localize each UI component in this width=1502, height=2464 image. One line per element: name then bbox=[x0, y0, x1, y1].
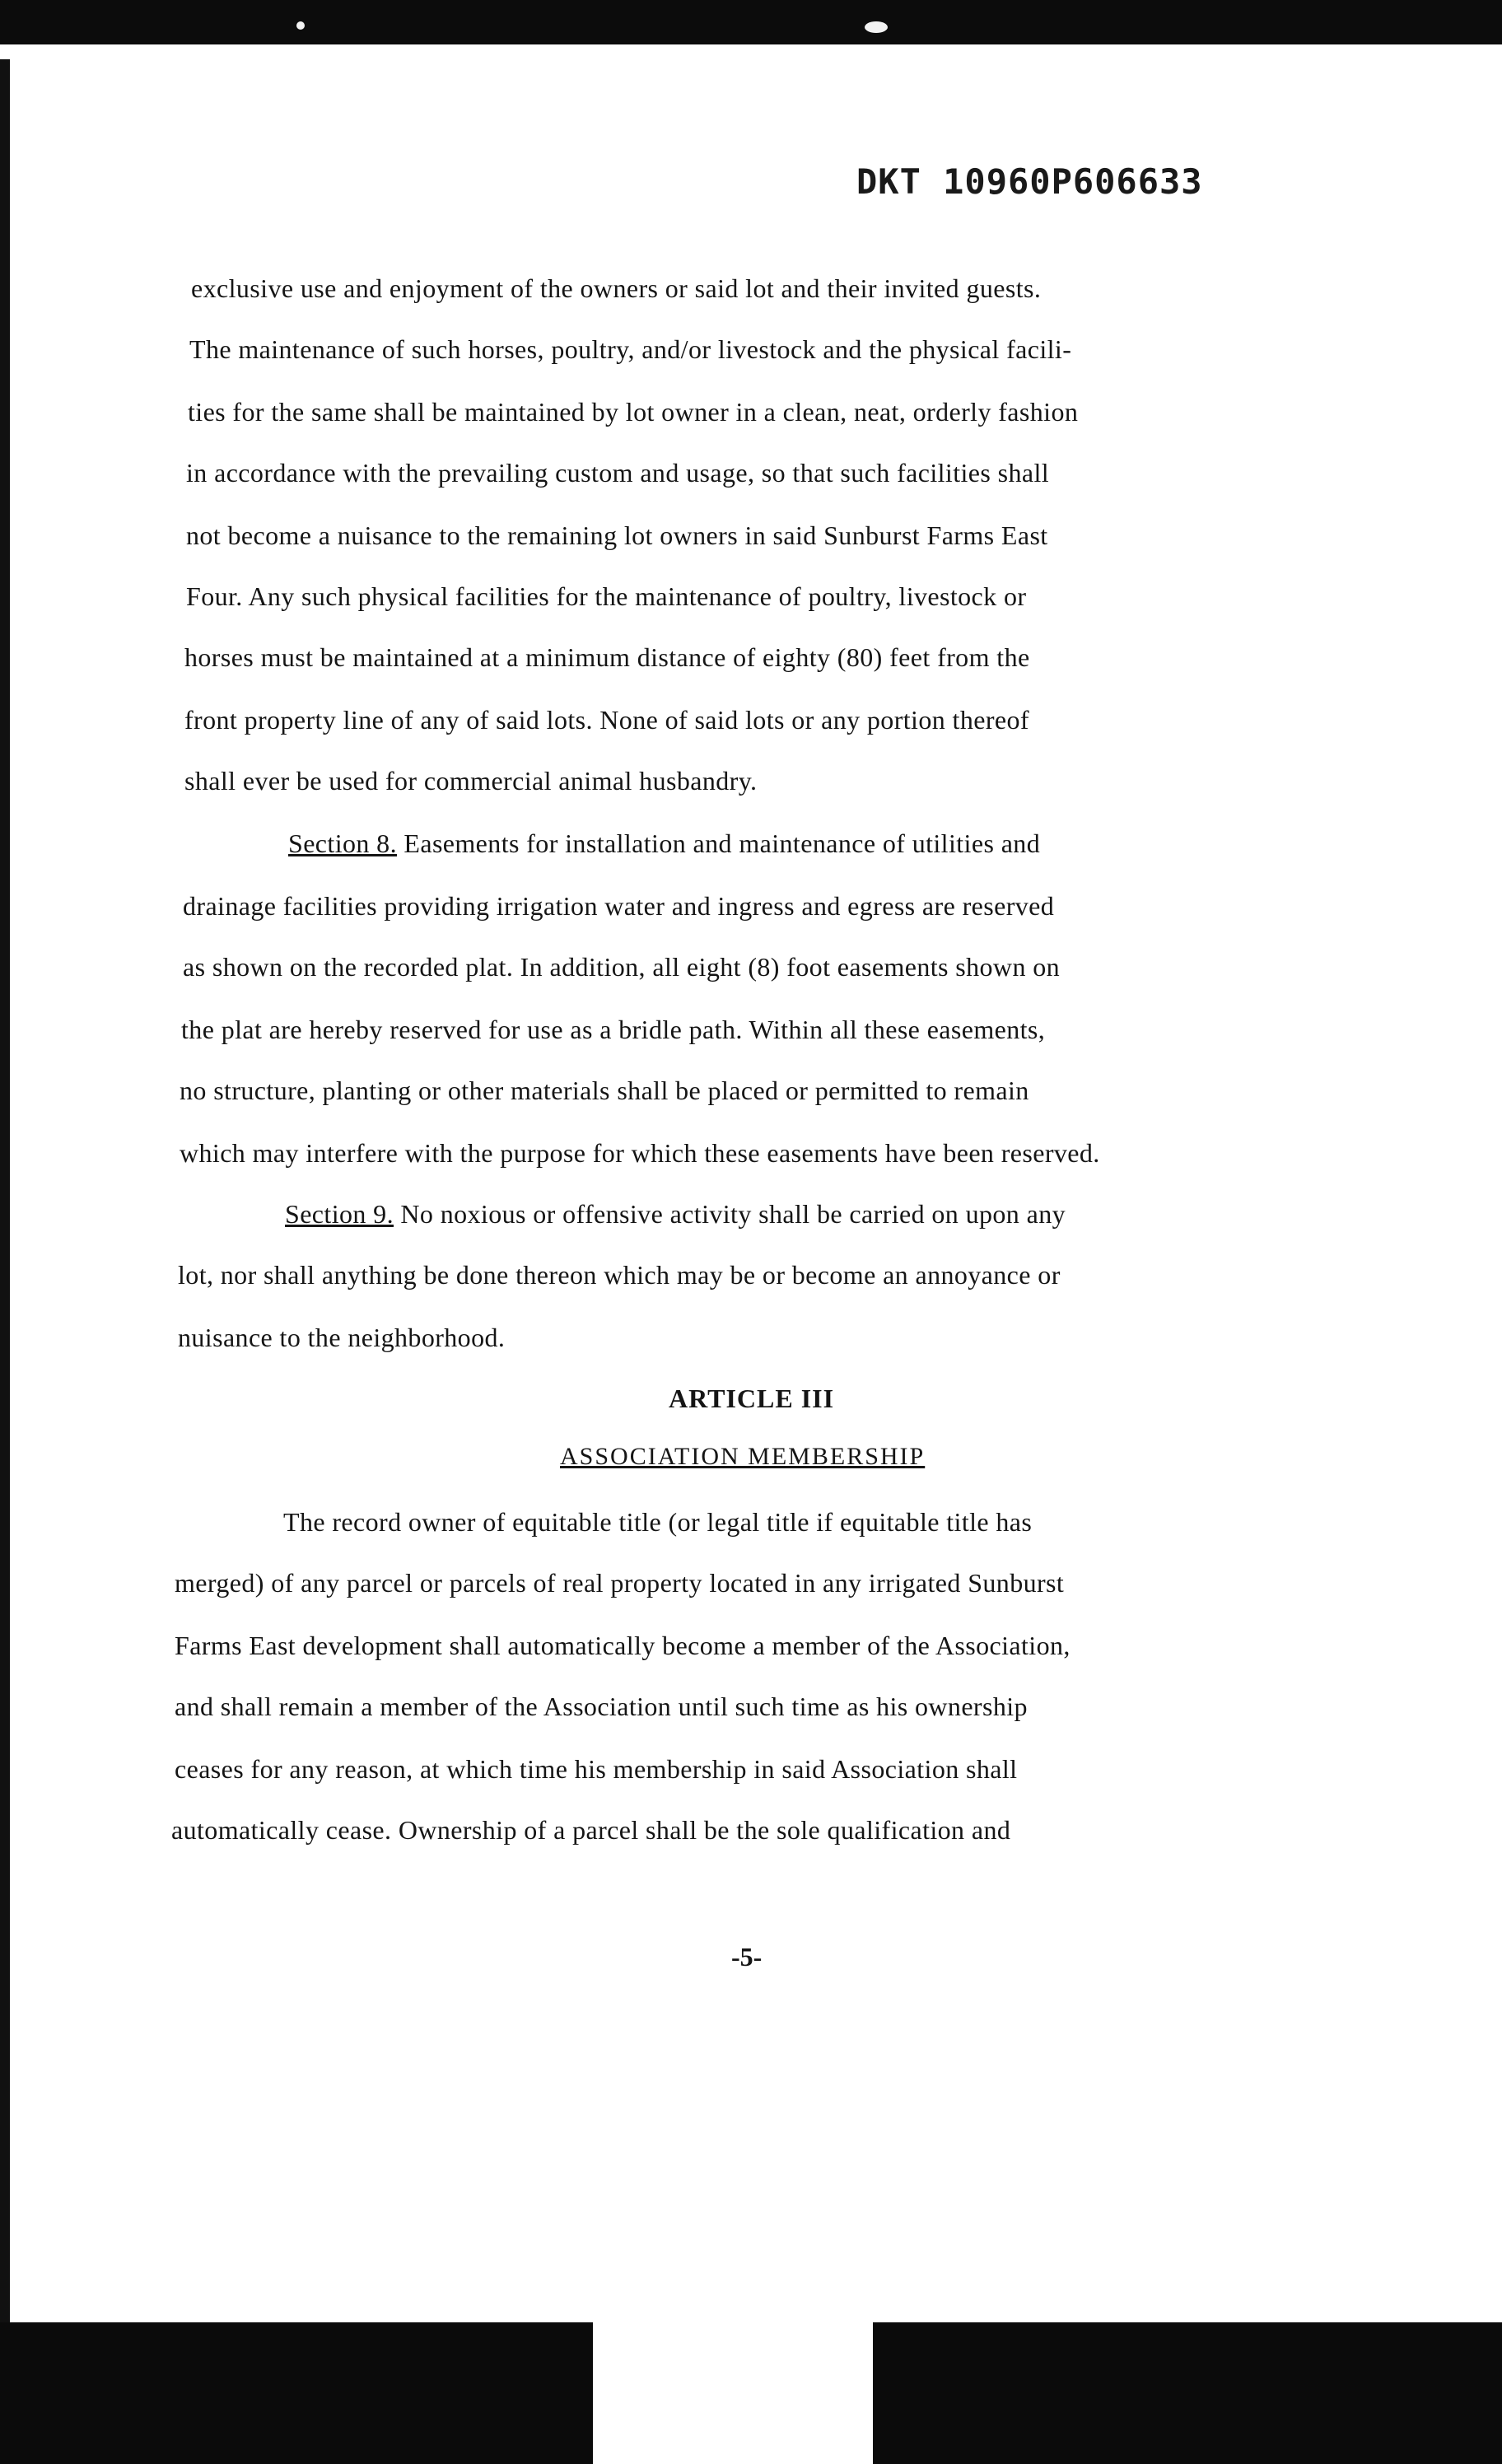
body-line: ties for the same shall be maintained by lot owner in a clean, neat, orderly fashion bbox=[188, 397, 1079, 427]
article-line: Farms East development shall automatically become a member of the Association, bbox=[175, 1631, 1071, 1660]
bottom-scan-notch bbox=[593, 2322, 873, 2464]
article-line: merged) of any parcel or parcels of real property located in any irrigated Sunburst bbox=[175, 1568, 1065, 1598]
top-scan-strip bbox=[0, 44, 1502, 59]
section-8-line: drainage facilities providing irrigation water and ingress and egress are reserved bbox=[183, 891, 1055, 921]
article-title: ARTICLE III bbox=[669, 1384, 835, 1413]
article-line: automatically cease. Ownership of a parcel shall be the sole qualification and bbox=[171, 1815, 1011, 1845]
section-9-label: Section 9. bbox=[285, 1199, 394, 1229]
section-8-line: no structure, planting or other materials shall be placed or permitted to remain bbox=[180, 1076, 1029, 1105]
section-8-line: which may interfere with the purpose for which these easements have been reserved. bbox=[180, 1138, 1100, 1168]
body-line: in accordance with the prevailing custom and usage, so that such facilities shall bbox=[186, 458, 1050, 488]
scan-speck bbox=[296, 21, 305, 30]
section-8-line: as shown on the recorded plat. In addition, all eight (8) foot easements shown on bbox=[183, 952, 1061, 982]
body-line: front property line of any of said lots. None of said lots or any portion thereof bbox=[184, 705, 1029, 735]
scan-speck bbox=[865, 21, 888, 33]
article-line: The record owner of equitable title (or legal title if equitable title has bbox=[283, 1507, 1033, 1537]
body-line: horses must be maintained at a minimum distance of eighty (80) feet from the bbox=[184, 642, 1030, 672]
body-line: Four. Any such physical facilities for the maintenance of poultry, livestock or bbox=[186, 581, 1027, 611]
article-line: ceases for any reason, at which time his membership in said Association shall bbox=[175, 1754, 1018, 1784]
body-line: not become a nuisance to the remaining lot owners in said Sunburst Farms East bbox=[186, 520, 1048, 550]
section-8-text: Easements for installation and maintenance of utilities and bbox=[403, 828, 1041, 858]
top-scan-border bbox=[0, 0, 1502, 59]
page-number: -5- bbox=[731, 1942, 763, 1972]
section-9-line bbox=[285, 1199, 1066, 1230]
left-scan-border bbox=[0, 59, 10, 2332]
section-8-line: the plat are hereby reserved for use as a bridle path. Within all these easements, bbox=[181, 1015, 1046, 1044]
body-line: shall ever be used for commercial animal husbandry. bbox=[184, 766, 758, 796]
section-9-line: lot, nor shall anything be done thereon which may be or become an annoyance or bbox=[178, 1260, 1061, 1290]
article-subtitle: ASSOCIATION MEMBERSHIP bbox=[560, 1443, 926, 1470]
section-8-label: Section 8. bbox=[288, 828, 397, 858]
section-9-text: No noxious or offensive activity shall be carried on upon any bbox=[400, 1199, 1066, 1229]
body-line: The maintenance of such horses, poultry, and/or livestock and the physical facili- bbox=[189, 334, 1072, 364]
bottom-scan-border bbox=[0, 2322, 1502, 2464]
section-9-line: nuisance to the neighborhood. bbox=[178, 1323, 506, 1352]
body-line: exclusive use and enjoyment of the owners or said lot and their invited guests. bbox=[191, 273, 1042, 303]
section-8-line bbox=[288, 828, 1040, 859]
docket-number: DKT 10960P606633 bbox=[856, 161, 1203, 202]
article-line: and shall remain a member of the Association until such time as his ownership bbox=[175, 1692, 1028, 1721]
